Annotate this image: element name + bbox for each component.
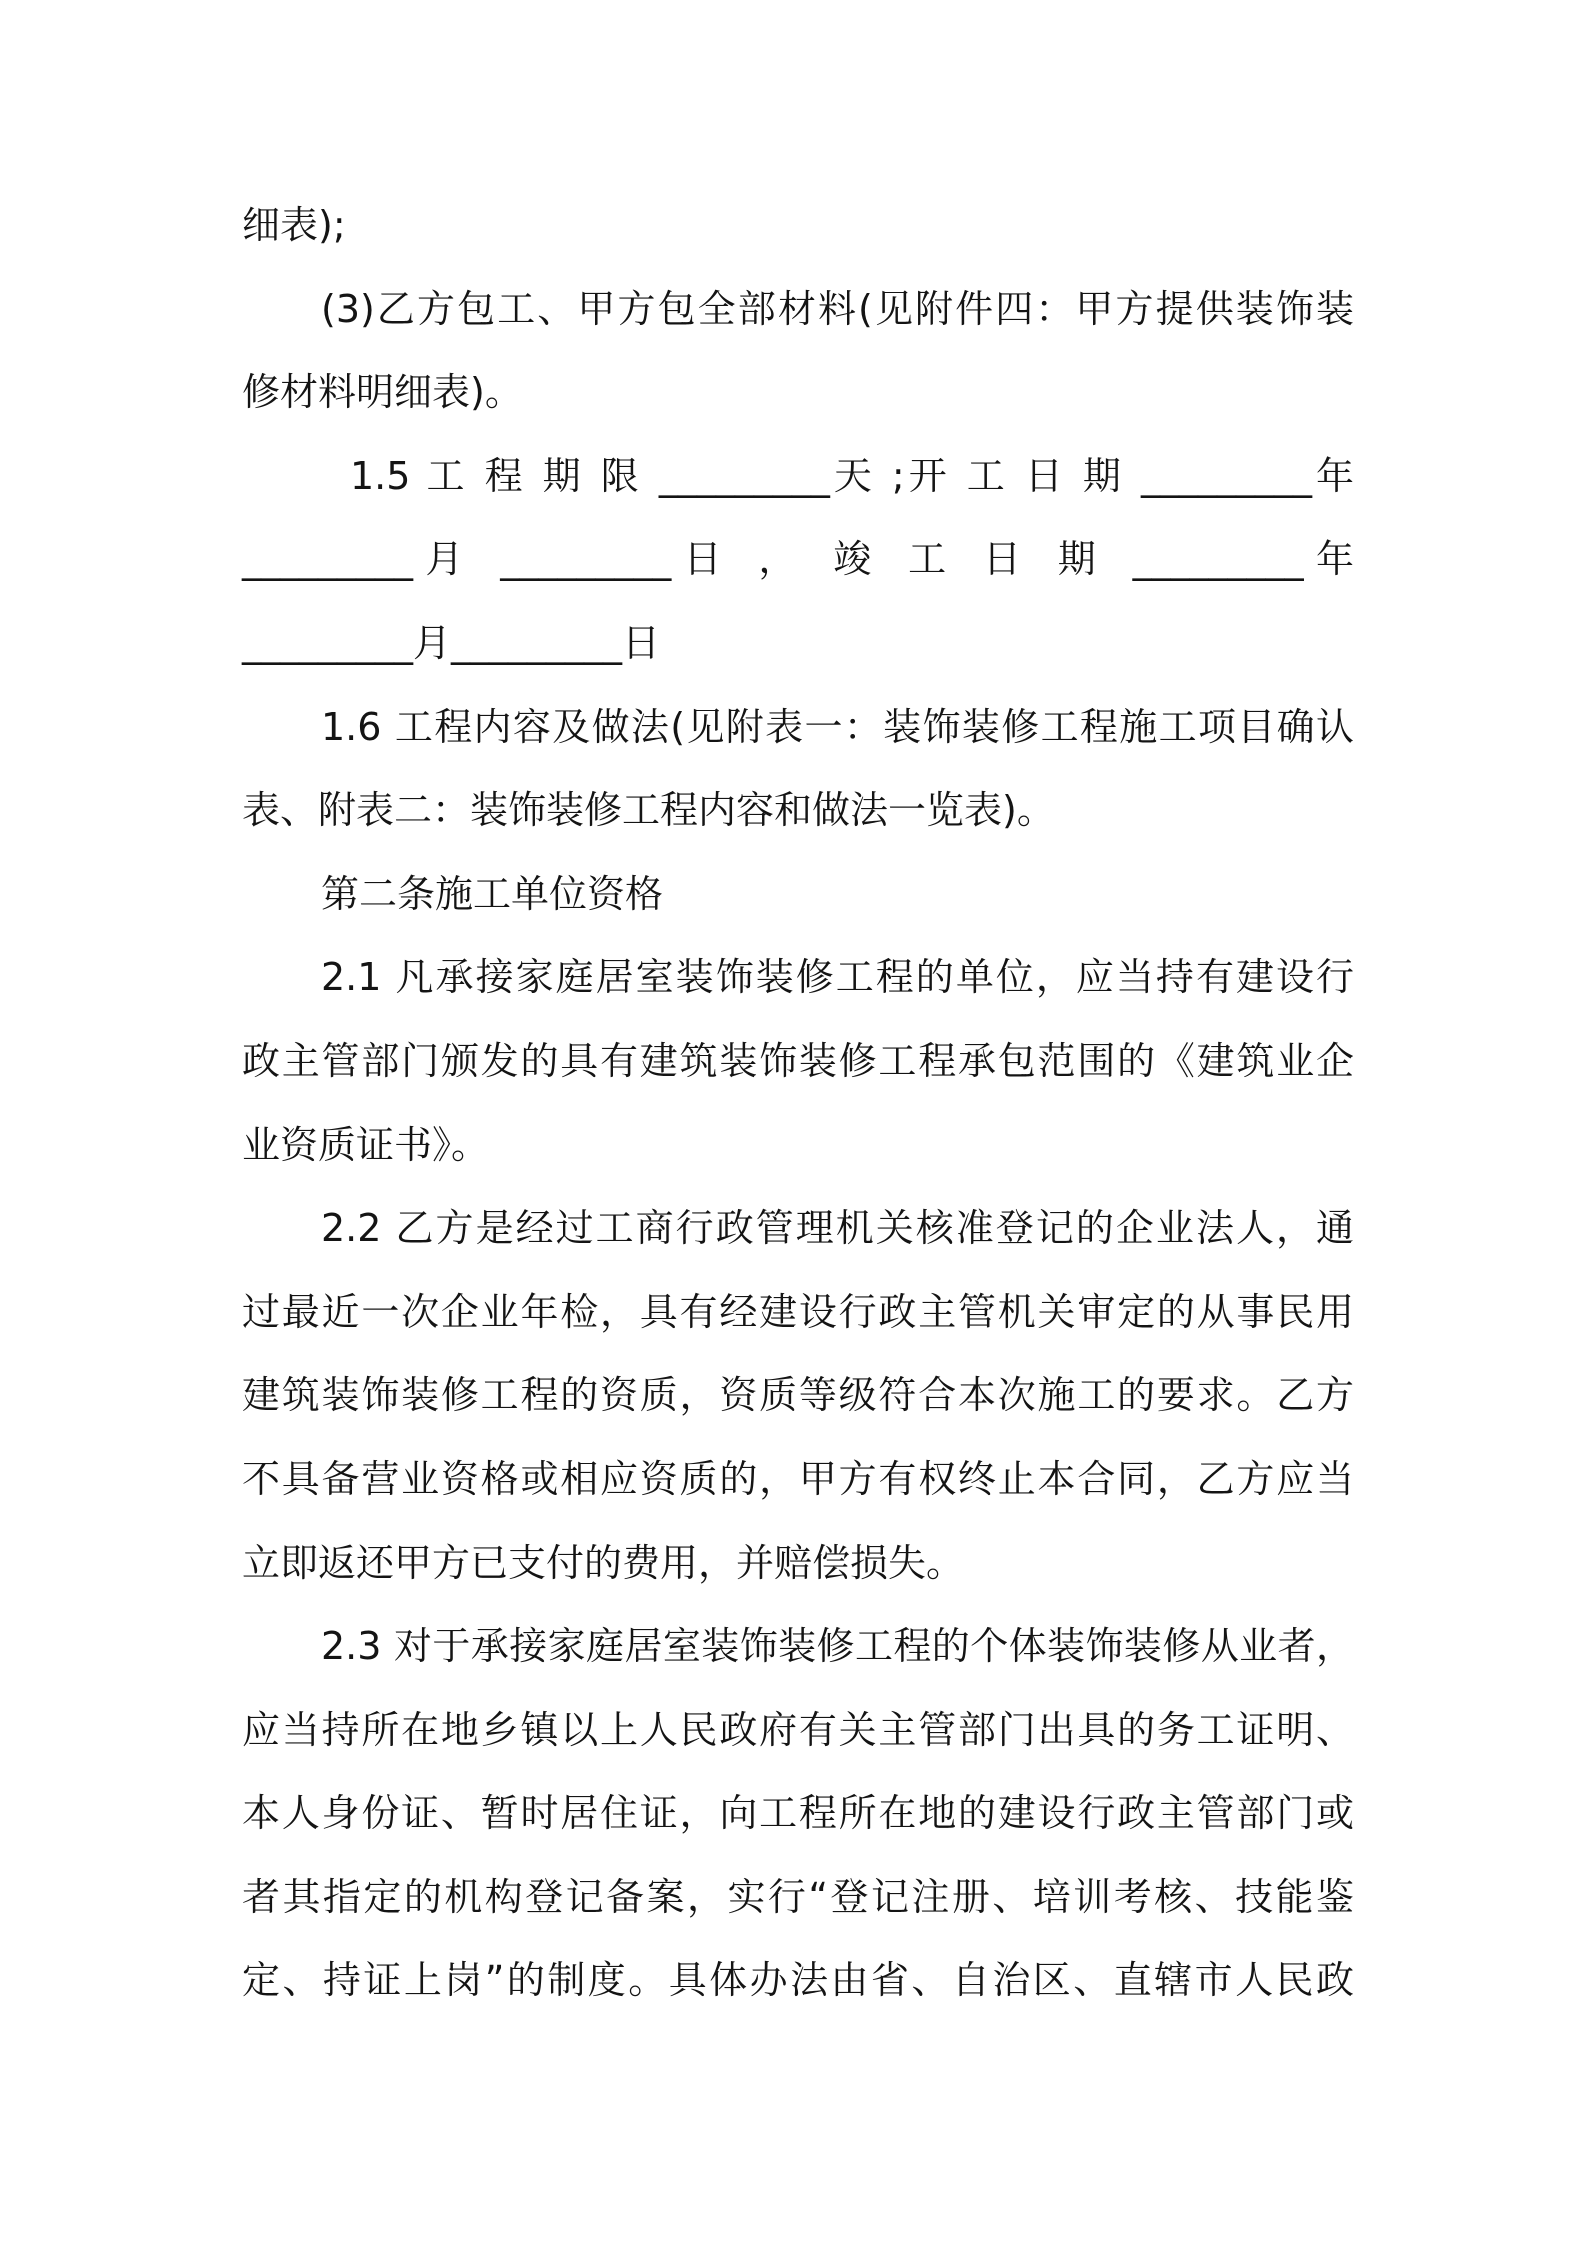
text-line: 应当持所在地乡镇以上人民政府有关主管部门出具的务工证明、	[242, 1707, 1354, 1752]
text-line: 政主管部门颁发的具有建筑装饰装修工程承包范围的《建筑业企	[242, 1038, 1354, 1083]
text-line: 1.6 工程内容及做法(见附表一：装饰装修工程施工项目确认	[321, 704, 1354, 749]
paragraph-clause-1-5	[242, 435, 1354, 686]
text-line: 定、持证上岗”的制度。具体办法由省、自治区、直辖市人民政	[242, 1958, 1354, 2003]
text-line: 不具备营业资格或相应资质的，甲方有权终止本合同，乙方应当	[242, 1456, 1354, 1501]
paragraph-clause-2-3	[242, 1605, 1354, 2023]
text-line: 2.1 凡承接家庭居室装饰装修工程的单位，应当持有建设行	[321, 955, 1354, 1000]
document-body	[242, 184, 1354, 2023]
paragraph-clause-2-2	[242, 1187, 1354, 1605]
paragraph-clause-1-6	[242, 686, 1354, 853]
text-line: 本人身份证、暂时居住证，向工程所在地的建设行政主管部门或	[242, 1791, 1354, 1836]
text-line: _________月 _________日 ， 竣 工 日 期 _________年	[242, 537, 1354, 582]
text-line: 表、附表二：装饰装修工程内容和做法一览表)。	[242, 788, 1055, 833]
text-line: (3)乙方包工、甲方包全部材料(见附件四：甲方提供装饰装	[321, 286, 1354, 331]
text-line: _________月_________日	[242, 620, 661, 665]
paragraph-continuation	[242, 184, 1354, 268]
paragraph-clause-2-1	[242, 936, 1354, 1187]
text-line: 2.3 对于承接家庭居室装饰装修工程的个体装饰装修从业者，	[321, 1624, 1354, 1669]
text-line: 2.2 乙方是经过工商行政管理机关核准登记的企业法人，通	[321, 1206, 1354, 1251]
text-line: 业资质证书》。	[242, 1122, 490, 1167]
section-heading	[242, 853, 1354, 937]
section-heading-text: 第二条施工单位资格	[321, 871, 664, 916]
paragraph-item-3	[242, 268, 1354, 435]
text-line: 细表);	[242, 203, 346, 247]
text-line: 过最近一次企业年检，具有经建设行政主管机关审定的从事民用	[242, 1289, 1354, 1334]
text-line: 建筑装饰装修工程的资质，资质等级符合本次施工的要求。乙方	[242, 1373, 1354, 1418]
text-line: 者其指定的机构登记备案，实行“登记注册、培训考核、技能鉴	[242, 1874, 1354, 1919]
text-line: 1.5 工 程 期 限 _________天 ;开 工 日 期 _________年	[350, 453, 1354, 498]
text-line: 立即返还甲方已支付的费用，并赔偿损失。	[242, 1540, 965, 1585]
text-line: 修材料明细表)。	[242, 370, 523, 415]
